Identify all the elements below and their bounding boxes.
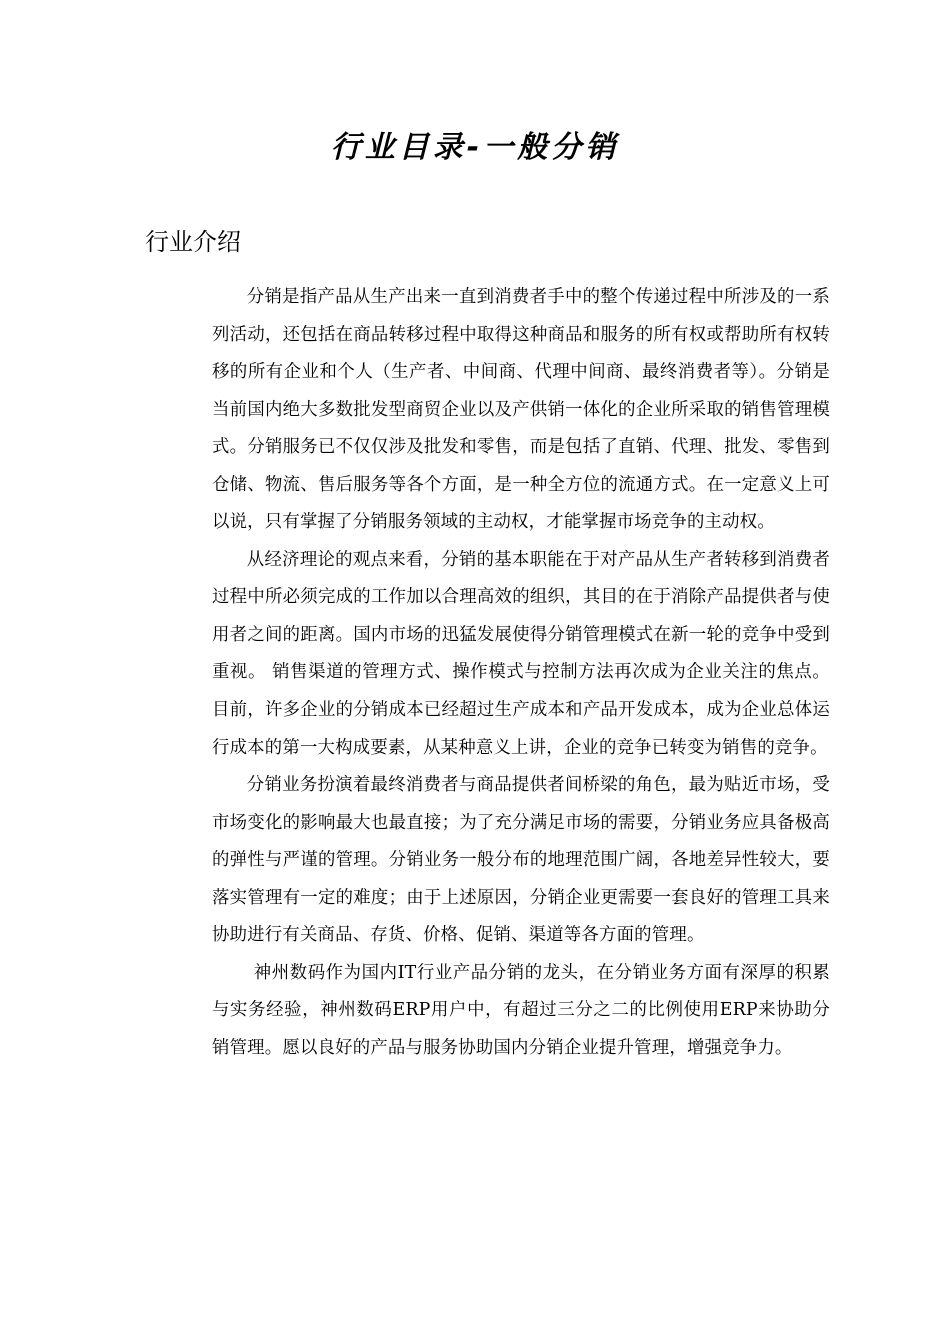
document-title: 行业目录-一般分销 (330, 130, 620, 165)
section-body (212, 279, 830, 1067)
paragraph-2: 从经济理论的观点来看，分销的基本职能在于对产品从生产者转移到消费者过程中所必须完成的工作加以合理高效的组织，其目的在于消除产品提供者与使用者之间的距离。国内市场的迅猛发展使得分销管理模式在新一轮的竞争中受到重视。 销售渠道的管理方式、操作模式与控制方法再次成为企业关注的焦点。目前，许多企业的分销成本已经超过生产成本和产品开发成本，成为企业总体运行成本的第一大构成要素，从某种意义上讲，企业的竞争已转变为销售的竞争。 (212, 549, 830, 758)
section-heading: 行业介绍 (145, 228, 241, 256)
paragraph-1: 分销是指产品从生产出来一直到消费者手中的整个传递过程中所涉及的一系列活动，还包括在商品转移过程中取得这种商品和服务的所有权或帮助所有权转移的所有企业和个人（生产者、中间商、代理中间商、最终消费者等）。分销是当前国内绝大多数批发型商贸企业以及产供销一体化的企业所采取的销售管理模式。分销服务已不仅仅涉及批发和零售，而是包括了直销、代理、批发、零售到仓储、物流、售后服务等各个方面，是一种全方位的流通方式。在一定意义上可以说，只有掌握了分销服务领域的主动权，才能掌握市场竞争的主动权。 (212, 287, 830, 533)
paragraph-4: 神州数码作为国内IT行业产品分销的龙头，在分销业务方面有深厚的积累与实务经验，神州数码ERP用户中，有超过三分之二的比例使用ERP来协助分销管理。愿以良好的产品与服务协助国内分销企业提升管理，增强竞争力。 (212, 962, 830, 1058)
paragraph-3: 分销业务扮演着最终消费者与商品提供者间桥梁的角色，最为贴近市场，受市场变化的影响最大也最直接；为了充分满足市场的需要，分销业务应具备极高的弹性与严谨的管理。分销业务一般分布的地理范围广阔，各地差异性较大，要落实管理有一定的难度；由于上述原因，分销企业更需要一套良好的管理工具来协助进行有关商品、存货、价格、促销、渠道等各方面的管理。 (212, 775, 830, 946)
